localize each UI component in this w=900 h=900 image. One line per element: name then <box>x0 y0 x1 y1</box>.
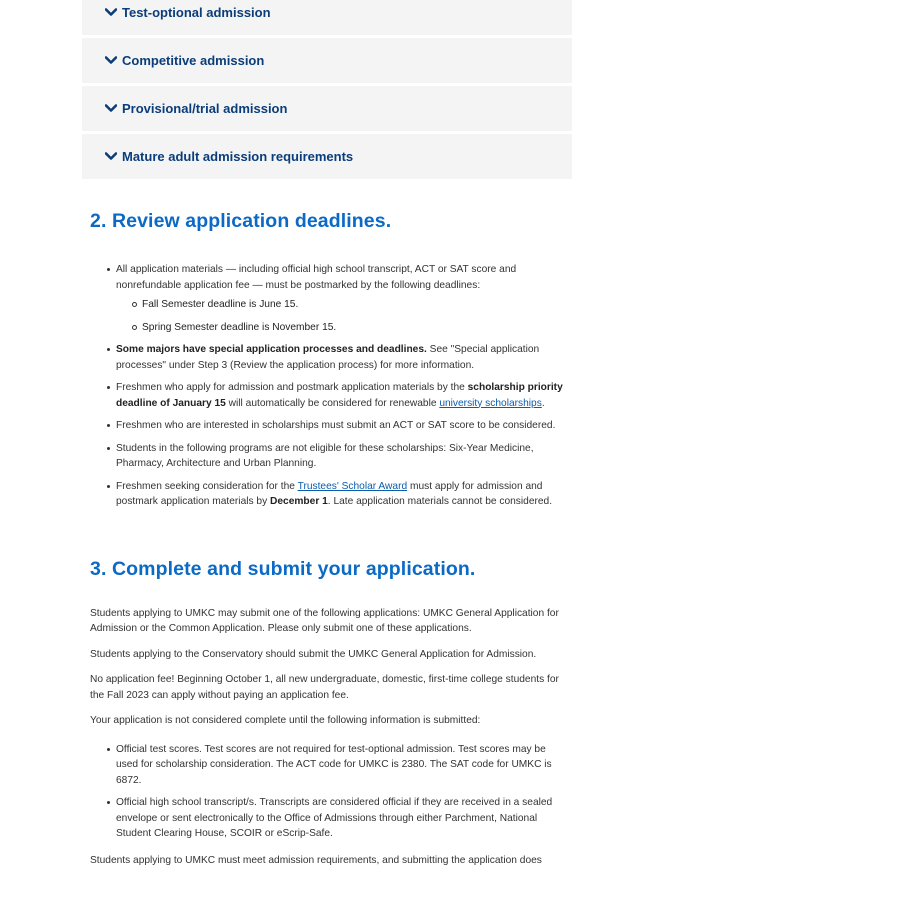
list-item: All application materials — including official high school transcript, ACT or SAT score and nonrefundable application fee — must be postmarked by the following deadlines: Fall Semester deadline is June 15. Spring Semester deadline is November 15. <box>102 262 570 335</box>
list-item: Official high school transcript/s. Transcripts are considered official if they are received in a sealed envelope or sent electronically to the Office of Admissions through either Parchment, National Student Clearing House, SCOIR or eScrip-Safe. <box>102 795 570 842</box>
accordion-provisional[interactable] <box>82 86 572 131</box>
list-item: Freshmen who apply for admission and postmark application materials by the scholarship priority deadline of January 15 will automatically be considered for renewable university scholarships. <box>102 380 570 411</box>
accordion-test-optional[interactable] <box>82 0 572 35</box>
accordion-label: Mature adult admission requirements <box>122 149 354 164</box>
accordion-label: Test-optional admission <box>122 5 271 20</box>
trustees-scholar-award-link[interactable]: Trustees' Scholar Award <box>297 480 408 492</box>
list-item: Some majors have special application processes and deadlines. See "Special application processes" under Step 3 (Review the application process) for more information. <box>102 342 570 373</box>
deadline-sublist <box>116 297 570 335</box>
paragraph: Your application is not considered complete until the following information is submitted: <box>90 715 481 726</box>
list-item: Students in the following programs are not eligible for these scholarships: Six-Year Medicine, Pharmacy, Architecture and Urban Planning. <box>102 441 570 472</box>
section-heading-deadlines: 2. Review application deadlines. <box>90 210 392 232</box>
paragraph: Students applying to the Conservatory should submit the UMKC General Application for Admission. <box>90 648 537 660</box>
deadlines-list <box>90 262 570 510</box>
requirements-list <box>90 742 570 842</box>
list-item: Freshmen seeking consideration for the Trustees' Scholar Award must apply for admission and postmark application materials by December 1. Late application materials cannot be considered. <box>102 479 570 510</box>
chevron-down-icon <box>104 54 118 68</box>
accordion-competitive[interactable] <box>82 38 572 83</box>
university-scholarships-link[interactable]: university scholarships <box>439 397 542 409</box>
list-item: Fall Semester deadline is June 15. <box>132 297 570 313</box>
main-content <box>90 210 570 868</box>
list-item: Spring Semester deadline is November 15. <box>132 320 570 336</box>
chevron-down-icon <box>104 6 118 20</box>
paragraph: Students applying to UMKC may submit one of the following applications: UMKC General Application for Admission or the Common Application. Please only submit one of these applications. <box>90 607 559 634</box>
admission-types-accordion <box>82 0 572 182</box>
accordion-mature-adult[interactable] <box>82 134 572 179</box>
list-item: Freshmen who are interested in scholarships must submit an ACT or SAT score to be considered. <box>102 418 570 434</box>
accordion-label: Provisional/trial admission <box>122 101 288 116</box>
chevron-down-icon <box>104 150 118 164</box>
paragraph: No application fee! Beginning October 1, all new undergraduate, domestic, first-time college students for the Fall 2023 can apply without paying an application fee. <box>90 674 559 701</box>
chevron-down-icon <box>104 102 118 116</box>
list-item: Official test scores. Test scores are not required for test-optional admission. Test scores may be used for scholarship consideration. The ACT code for UMKC is 2380. The SAT code for UMKC is 6872. <box>102 742 570 789</box>
section-heading-submit: 3. Complete and submit your application. <box>90 557 476 580</box>
paragraph: Students applying to UMKC must meet admission requirements, and submitting the application does <box>90 854 542 866</box>
accordion-label: Competitive admission <box>122 53 265 68</box>
